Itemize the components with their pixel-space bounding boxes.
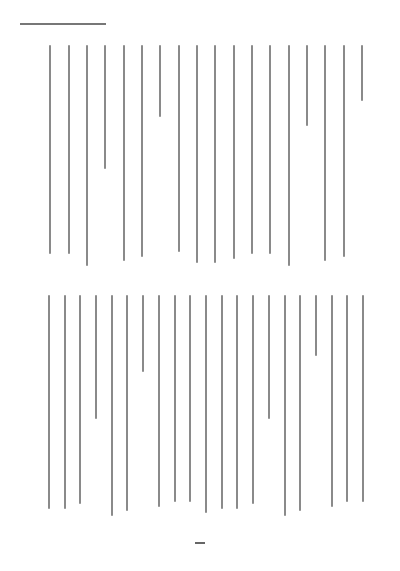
text-column-placeholder xyxy=(233,45,235,259)
text-column-placeholder xyxy=(174,295,176,502)
text-column-placeholder xyxy=(268,295,270,419)
text-column-placeholder xyxy=(205,295,207,513)
running-header-placeholder xyxy=(20,23,106,25)
text-column-placeholder xyxy=(64,295,66,509)
text-column-placeholder xyxy=(315,295,317,356)
text-column-placeholder xyxy=(331,295,333,507)
text-column-placeholder xyxy=(86,45,88,266)
text-column-placeholder xyxy=(343,45,345,257)
text-column-placeholder xyxy=(141,45,143,257)
text-column-placeholder xyxy=(159,45,161,117)
text-column-placeholder xyxy=(48,295,50,509)
page-number xyxy=(190,536,210,550)
text-column-placeholder xyxy=(111,295,113,516)
text-column-placeholder xyxy=(104,45,106,169)
text-column-placeholder xyxy=(126,295,128,511)
text-column-placeholder xyxy=(49,45,51,254)
text-column-placeholder xyxy=(123,45,125,261)
text-column-placeholder xyxy=(196,45,198,263)
text-column-placeholder xyxy=(142,295,144,372)
text-column-placeholder xyxy=(158,295,160,507)
text-column-placeholder xyxy=(306,45,308,126)
text-column-placeholder xyxy=(362,295,364,502)
page-number-placeholder xyxy=(195,542,205,544)
text-column-placeholder xyxy=(299,295,301,511)
text-column-placeholder xyxy=(288,45,290,266)
upper-text-block xyxy=(40,45,370,270)
text-column-placeholder xyxy=(95,295,97,419)
text-column-placeholder xyxy=(221,295,223,509)
text-column-placeholder xyxy=(189,295,191,502)
text-column-placeholder xyxy=(346,295,348,502)
text-column-placeholder xyxy=(236,295,238,509)
text-column-placeholder xyxy=(284,295,286,516)
text-column-placeholder xyxy=(178,45,180,252)
text-column-placeholder xyxy=(361,45,363,101)
text-column-placeholder xyxy=(252,295,254,504)
text-column-placeholder xyxy=(68,45,70,254)
text-column-placeholder xyxy=(324,45,326,261)
text-column-placeholder xyxy=(79,295,81,504)
running-header xyxy=(20,18,140,30)
text-column-placeholder xyxy=(269,45,271,254)
text-column-placeholder xyxy=(251,45,253,254)
lower-text-block xyxy=(40,295,370,520)
text-column-placeholder xyxy=(214,45,216,263)
